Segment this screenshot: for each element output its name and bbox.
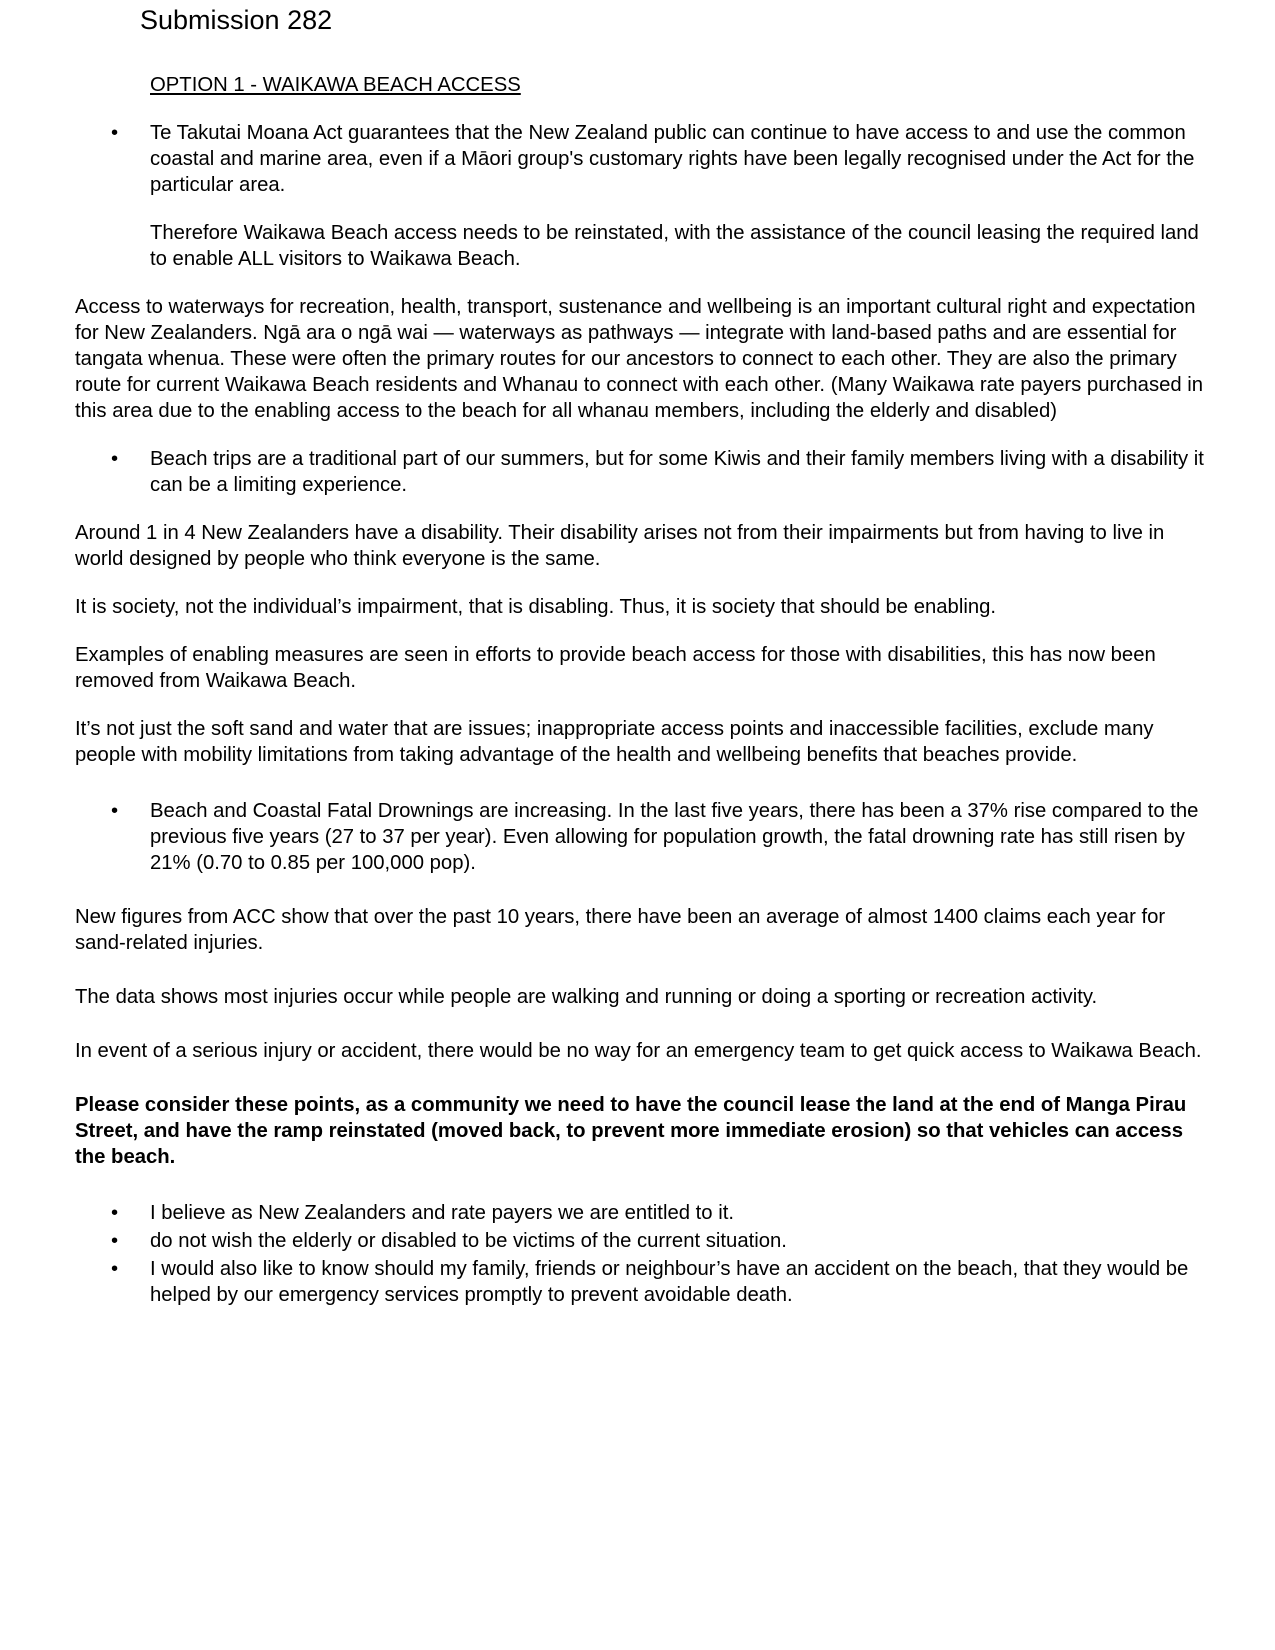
list-item-text: Beach and Coastal Fatal Drownings are increasing. In the last five years, there has been a 37% rise compared to the previous five years (27 to 37 per year). Even allowing for population growth, the fatal drowning rate has still risen by 21% (0.70 to 0.85 per 100,000 pop). — [150, 800, 1199, 874]
submission-header: Submission 282 — [140, 5, 333, 35]
bullet-icon: • — [111, 1258, 119, 1280]
list-item-text: Beach trips are a traditional part of our summers, but for some Kiwis and their family members living with a disability it can be a limiting experience. — [150, 448, 1204, 496]
list-item — [75, 1228, 1215, 1254]
bullet-icon: • — [111, 800, 119, 822]
paragraph-society-enabling: It is society, not the individual’s impairment, that is disabling. Thus, it is society that should be enabling. — [75, 596, 997, 618]
paragraph-enabling-measures: Examples of enabling measures are seen in efforts to provide beach access for those with disabilities, this has now been removed from Waikawa Beach. — [75, 644, 1156, 692]
document-body — [75, 72, 1215, 1310]
list-item-text: do not wish the elderly or disabled to be victims of the current situation. — [150, 1230, 787, 1252]
bullet-icon: • — [111, 1230, 119, 1252]
paragraph-reinstate-access: Therefore Waikawa Beach access needs to be reinstated, with the assistance of the council leasing the required land to enable ALL visitors to Waikawa Beach. — [150, 222, 1199, 270]
bullet-list-3 — [75, 798, 1215, 876]
bullet-icon: • — [111, 122, 119, 144]
paragraph-acc-figures: New figures from ACC show that over the past 10 years, there have been an average of almost 1400 claims each year for sand-related injuries. — [75, 906, 1166, 954]
paragraph-access-issues: It’s not just the soft sand and water that are issues; inappropriate access points and inaccessible facilities, exclude many people with mobility limitations from taking advantage of the health and wellbeing benefits that beaches provide. — [75, 718, 1154, 766]
list-item — [75, 1256, 1215, 1308]
paragraph-waterways-access: Access to waterways for recreation, health, transport, sustenance and wellbeing is an important cultural right and expectation for New Zealanders. Ngā ara o ngā wai — waterways as pathways — integrate with land-based paths and are essential for tangata whenua. These were often the primary routes for our ancestors to connect to each other. They are also the primary route for current Waikawa Beach residents and Whanau to connect with each other. (Many Waikawa rate payers purchased in this area due to the enabling access to the beach for all whanau members, including the elderly and disabled) — [75, 296, 1204, 422]
list-item-text: I would also like to know should my family, friends or neighbour’s have an accident on the beach, that they would be helped by our emergency services promptly to prevent avoidable death. — [150, 1258, 1189, 1306]
list-item — [75, 120, 1215, 198]
paragraph-injury-data: The data shows most injuries occur while people are walking and running or doing a sporting or recreation activity. — [75, 986, 1098, 1008]
section-title: OPTION 1 - WAIKAWA BEACH ACCESS — [150, 74, 521, 96]
bullet-list-4 — [75, 1200, 1215, 1308]
list-item — [75, 446, 1215, 498]
bullet-list-2 — [75, 446, 1215, 498]
paragraph-call-to-action: Please consider these points, as a community we need to have the council lease the land at the end of Manga Pirau Street, and have the ramp reinstated (moved back, to prevent more immediate erosion) so that vehicles can access the beach. — [75, 1094, 1187, 1168]
list-item — [75, 1200, 1215, 1226]
list-item-text: Te Takutai Moana Act guarantees that the New Zealand public can continue to have access to and use the common coastal and marine area, even if a Māori group's customary rights have been legally recognised under the Act for the particular area. — [150, 122, 1195, 196]
list-item — [75, 798, 1215, 876]
bullet-icon: • — [111, 448, 119, 470]
bullet-icon: • — [111, 1202, 119, 1224]
paragraph-disability-stats: Around 1 in 4 New Zealanders have a disability. Their disability arises not from their impairments but from having to live in world designed by people who think everyone is the same. — [75, 522, 1165, 570]
paragraph-emergency-access: In event of a serious injury or accident, there would be no way for an emergency team to get quick access to Waikawa Beach. — [75, 1040, 1202, 1062]
list-item-text: I believe as New Zealanders and rate payers we are entitled to it. — [150, 1202, 734, 1224]
bullet-list-1 — [75, 120, 1215, 198]
